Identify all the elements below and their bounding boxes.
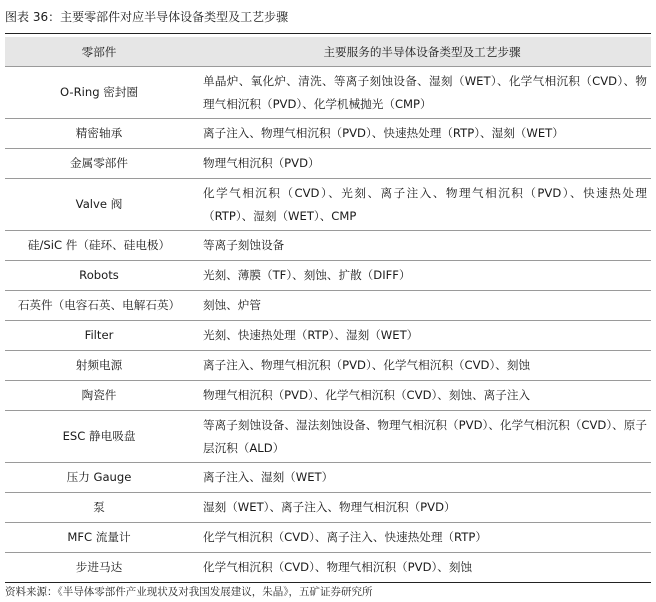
table-caption: 图表 36：主要零部件对应半导体设备类型及工艺步骤 xyxy=(5,10,289,24)
process-list: 化学气相沉积（CVD）、光刻、离子注入、物理气相沉积（PVD）、快速热处理（RTP）、湿刻（WET）、CMP xyxy=(193,179,651,231)
part-name: 石英件（电容石英、电解石英） xyxy=(5,291,193,321)
process-list: 光刻、快速热处理（RTP）、湿刻（WET） xyxy=(193,321,651,351)
table-row xyxy=(5,149,651,179)
process-list: 刻蚀、炉管 xyxy=(193,291,651,321)
process-list: 光刻、薄膜（TF）、刻蚀、扩散（DIFF） xyxy=(193,261,651,291)
part-name: 泵 xyxy=(5,493,193,523)
process-list: 化学气相沉积（CVD）、离子注入、快速热处理（RTP） xyxy=(193,523,651,553)
table-row xyxy=(5,381,651,411)
table-row xyxy=(5,261,651,291)
part-name: 硅/SiC 件（硅环、硅电极） xyxy=(5,231,193,261)
part-name: 陶瓷件 xyxy=(5,381,193,411)
table-row xyxy=(5,67,651,119)
process-list: 化学气相沉积（CVD）、物理气相沉积（PVD）、刻蚀 xyxy=(193,553,651,583)
process-list: 离子注入、湿刻（WET） xyxy=(193,463,651,493)
table-row xyxy=(5,523,651,553)
part-name: MFC 流量计 xyxy=(5,523,193,553)
part-name: O-Ring 密封圈 xyxy=(5,67,193,119)
table-row xyxy=(5,291,651,321)
process-list: 物理气相沉积（PVD）、化学气相沉积（CVD）、刻蚀、离子注入 xyxy=(193,381,651,411)
part-name: ESC 静电吸盘 xyxy=(5,411,193,463)
process-list: 等离子刻蚀设备 xyxy=(193,231,651,261)
table-row xyxy=(5,179,651,231)
part-name: Robots xyxy=(5,261,193,291)
process-list: 等离子刻蚀设备、湿法刻蚀设备、物理气相沉积（PVD）、化学气相沉积（CVD）、原子层沉积（ALD） xyxy=(193,411,651,463)
process-list: 离子注入、物理气相沉积（PVD）、快速热处理（RTP）、湿刻（WET） xyxy=(193,119,651,149)
part-name: 金属零部件 xyxy=(5,149,193,179)
table-row xyxy=(5,119,651,149)
part-name: 射频电源 xyxy=(5,351,193,381)
table-row xyxy=(5,463,651,493)
process-list: 湿刻（WET）、离子注入、物理气相沉积（PVD） xyxy=(193,493,651,523)
table-row xyxy=(5,351,651,381)
process-list: 物理气相沉积（PVD） xyxy=(193,149,651,179)
table-row xyxy=(5,493,651,523)
table-row xyxy=(5,321,651,351)
source-note: 资料来源：《半导体零部件产业现状及对我国发展建议，朱晶》，五矿证券研究所 xyxy=(5,586,373,598)
header-row xyxy=(5,37,651,67)
components-table xyxy=(5,37,651,583)
table-row xyxy=(5,553,651,583)
table-row xyxy=(5,411,651,463)
top-rule xyxy=(5,33,651,34)
part-name: 压力 Gauge xyxy=(5,463,193,493)
part-name: Valve 阀 xyxy=(5,179,193,231)
part-name: 步进马达 xyxy=(5,553,193,583)
process-list: 单晶炉、氧化炉、清洗、等离子刻蚀设备、湿刻（WET）、化学气相沉积（CVD）、物理气相沉积（PVD）、化学机械抛光（CMP） xyxy=(193,67,651,119)
process-list: 离子注入、物理气相沉积（PVD）、化学气相沉积（CVD）、刻蚀 xyxy=(193,351,651,381)
table-row xyxy=(5,231,651,261)
part-name: 精密轴承 xyxy=(5,119,193,149)
part-name: Filter xyxy=(5,321,193,351)
header-part: 零部件 xyxy=(5,37,193,67)
header-process: 主要服务的半导体设备类型及工艺步骤 xyxy=(193,37,651,67)
